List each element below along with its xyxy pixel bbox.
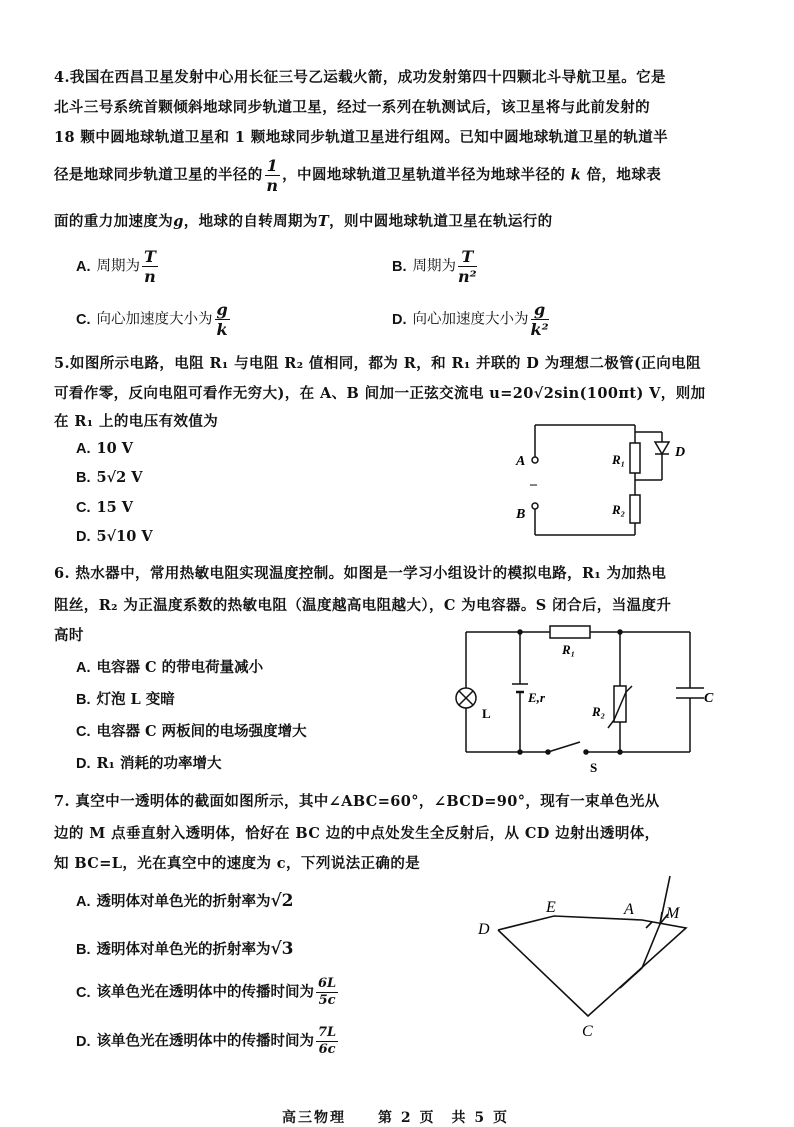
q4-line4 xyxy=(54,156,661,195)
q7-prism-diagram xyxy=(470,868,700,1043)
q6-option-a[interactable]: A. 电容器 C 的带电荷量减小 xyxy=(76,659,264,676)
q6-option-b[interactable]: B. 灯泡 L 变暗 xyxy=(76,691,175,708)
q7-line3: 知 BC=L，光在真空中的速度为 c，下列说法正确的是 xyxy=(54,855,421,872)
label-a: A xyxy=(516,454,526,469)
q4-line2: 北斗三号系统首颗倾斜地球同步轨道卫星，经过一系列在轨测试后，该卫星将与此前发射的 xyxy=(54,99,650,116)
label-r1: R₁ xyxy=(562,642,576,657)
q6-circuit-diagram xyxy=(450,620,730,780)
label-r1: R₁ xyxy=(612,452,626,467)
label-d: D xyxy=(675,445,686,460)
label-r2: R₂ xyxy=(612,502,626,517)
q4-option-c[interactable]: C. 向心加速度大小为 $\frac{g}{k}$ xyxy=(76,300,228,339)
resistor-r1 xyxy=(550,626,590,638)
label-minus: – xyxy=(530,477,537,492)
label-c: C xyxy=(582,1023,593,1040)
q4-option-d[interactable]: D. 向心加速度大小为 $\frac{g}{\text{k²}}$ xyxy=(392,300,549,339)
terminal-a xyxy=(532,457,538,463)
q7-line1: 7. 真空中一透明体的截面如图所示，其中∠ABC=60°，∠BCD=90°，现有一束单色光从 xyxy=(54,793,660,810)
label-e-r: E,r xyxy=(528,690,545,705)
page-footer: 高三物理 第 2 页 共 5 页 xyxy=(282,1110,509,1126)
q7-option-d[interactable]: D. 该单色光在透明体中的传播时间为 $\frac{7L}{6c}$ xyxy=(76,1025,337,1057)
q7-option-b[interactable]: B. 透明体对单色光的折射率为√3 xyxy=(76,939,294,959)
q4-fraction: $\frac{1}{n}$ xyxy=(266,156,279,195)
label-l: L xyxy=(482,706,491,721)
q5-circuit-diagram xyxy=(500,410,700,550)
q5-line1: 5.如图所示电路，电阻 R₁ 与电阻 R₂ 值相同，都为 R，和 R₁ 并联的 D 为理想二极管(正向电阻 xyxy=(54,355,701,372)
q5-option-c[interactable]: C. 15 V xyxy=(76,499,133,516)
resistor-r2 xyxy=(630,495,640,523)
terminal-b xyxy=(532,503,538,509)
label-a: A xyxy=(624,901,634,918)
q5-option-d[interactable]: D. 5√10 V xyxy=(76,528,153,545)
switch-s xyxy=(548,742,580,752)
q5-option-a[interactable]: A. 10 V xyxy=(76,440,133,457)
label-r2: R₂ xyxy=(592,704,606,719)
q7-line2: 边的 M 点垂直射入透明体，恰好在 BC 边的中点处发生全反射后，从 CD 边射出透明体， xyxy=(54,825,660,842)
q6-line1: 6. 热水器中，常用热敏电阻实现温度控制。如图是一学习小组设计的模拟电路，R₁ 为加热电 xyxy=(54,565,667,582)
diode-symbol xyxy=(655,442,669,454)
q6-option-d[interactable]: D. R₁ 消耗的功率增大 xyxy=(76,755,222,772)
q4-k: k xyxy=(570,166,582,184)
label-c: C xyxy=(704,691,714,706)
q4-line1: 4.我国在西昌卫星发射中心用长征三号乙运载火箭，成功发射第四十四颗北斗导航卫星。它是 xyxy=(54,69,666,86)
q7-option-c[interactable]: C. 该单色光在透明体中的传播时间为 $\frac{6L}{5c}$ xyxy=(76,976,337,1008)
q5-option-b[interactable]: B. 5√2 V xyxy=(76,469,143,486)
label-m: M xyxy=(666,905,680,922)
resistor-r1 xyxy=(630,443,640,473)
label-b: B xyxy=(516,507,526,522)
label-e: E xyxy=(546,899,556,916)
q5-line3: 在 R₁ 上的电压有效值为 xyxy=(54,413,219,430)
q4-option-a[interactable]: A. 周期为 $\frac{T}{n}$ xyxy=(76,247,156,286)
q4-line4-text-c: 倍，地球表 xyxy=(586,166,662,184)
q4-line5: 面的重力加速度为g，地球的自转周期为T，则中圆地球轨道卫星在轨运行的 xyxy=(54,213,553,230)
q5-line2: 可看作零，反向电阻可看作无穷大)，在 A、B 间加一正弦交流电 u=20√2sin(100πt) V，则加 xyxy=(54,385,706,402)
q4-line4-text-b: ，中圆地球轨道卫星轨道半径为地球半径的 xyxy=(282,166,566,184)
q4-option-b[interactable]: B. 周期为 $\frac{T}{\text{n²}}$ xyxy=(392,247,477,286)
q7-option-a[interactable]: A. 透明体对单色光的折射率为√2 xyxy=(76,891,294,911)
q4-line4-text-a: 径是地球同步轨道卫星的半径的 xyxy=(54,166,263,184)
label-d: D xyxy=(478,921,490,938)
q6-line3: 高时 xyxy=(54,627,84,644)
q6-option-c[interactable]: C. 电容器 C 两板间的电场强度增大 xyxy=(76,723,307,740)
label-s: S xyxy=(590,760,598,775)
q4-line3: 18 颗中圆地球轨道卫星和 1 颗地球同步轨道卫星进行组网。已知中圆地球轨道卫星的轨道半 xyxy=(54,129,669,146)
q6-line2: 阻丝，R₂ 为正温度系数的热敏电阻（温度越高电阻越大），C 为电容器。S 闭合后，当温度升 xyxy=(54,597,672,614)
